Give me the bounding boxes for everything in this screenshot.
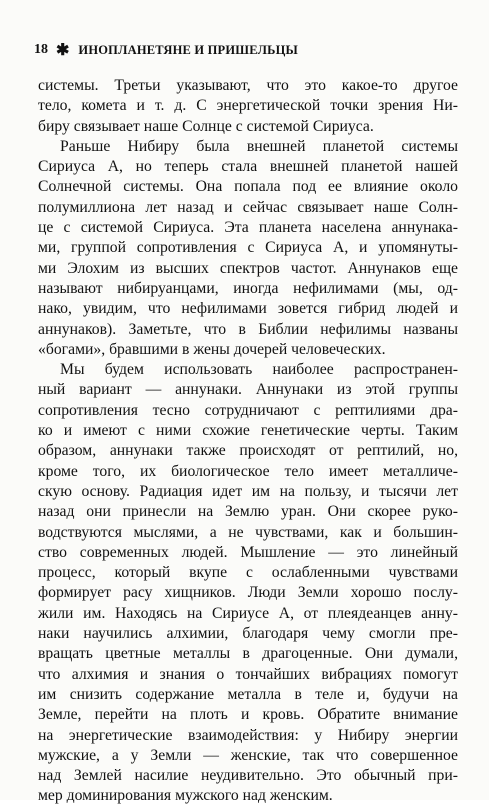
paragraph [38,76,458,137]
text-line: ко и имеют с ними схожие генетические черты. Таким [38,422,458,440]
text-line: назад они принесли на Землю уран. Они скорее руко- [38,503,458,521]
text-line: скую основу. Радиация идет им на пользу, и тысячи лет [38,482,458,500]
text-line: системы. Третьи указывают, что это какое-то другое [38,77,458,94]
text-line: на энергетические взаимодействия: у Нибиру энергии [38,726,458,744]
text-line: ный вариант — аннунаки. Аннунаки из этой группы [38,381,458,399]
running-title: ИНОПЛАНЕТЯНЕ И ПРИШЕЛЬЦЫ [78,42,298,57]
text-line: водствуются мыслями, а не чувствами, как и большин- [38,523,458,541]
text-line: Сириуса А, но теперь стала внешней планетой нашей [38,158,458,176]
text-line: ми Элохим из высших спектров частот. Аннунаков еще [38,259,458,277]
text-line: называют нибируанцами, иногда нефилимами (мы, од- [38,279,458,297]
text-line: ство современных людей. Мышление — это линейный [38,543,458,561]
text-line: мер доминирования мужского над женским. [38,787,333,805]
text-line: Солнечной системы. Она попала под ее влияние около [38,178,458,196]
text-line: жили им. Находясь на Сириусе А, от плеядеанцев анну- [38,604,458,622]
text-line: полумиллиона лет назад и сейчас связывает наше Солн- [38,198,458,216]
text-line: кроме того, их биологическое тело имеет металличе- [38,462,458,480]
text-line: Земле, перейти на плоть и кровь. Обратите внимание [38,706,458,724]
text-line: сопротивления тесно сотрудничают с рептилиями дра- [38,401,458,419]
text-line: им снизить содержание металла в теле и, будучи на [38,685,458,703]
text-line: биру связывает наше Солнце с системой Сириуса. [38,117,374,135]
star-separator-icon: ✱ [56,42,70,59]
paragraph [38,360,458,807]
page-header [34,40,298,60]
text-line: мужские, а у Земли — женские, так что совершенное [38,746,458,764]
text-line: це с системой Сириуса. Эта планета населена аннунака- [38,219,458,237]
text-line: что алхимия и знания о тончайших вибрациях помогут [38,665,458,683]
text-line: Мы будем использовать наиболее распространен- [60,361,458,379]
text-line: над Землей насилие неудивительно. Это обычный при- [38,767,458,785]
text-line: вращать цветные металлы в драгоценные. Они думали, [38,645,458,663]
text-line: наки научились алхимии, благодаря чему смогли пре- [38,625,458,643]
text-line: ми, группой сопротивления с Сириуса А, и упомянуты- [38,239,458,257]
text-line: Раньше Нибиру была внешней планетой системы [60,137,458,155]
text-line: процесс, который вкупе с ослабленными чувствами [38,564,458,582]
text-line: тело, комета и т. д. С энергетической точки зрения Ни- [38,97,458,115]
text-line: нако, увидим, что нефилимами зовется гибрид людей и [38,300,458,318]
text-line: аннунаков). Заметьте, что в Библии нефилимы названы [38,320,458,338]
text-line: образом, аннунаки также происходят от рептилий, но, [38,442,458,460]
body-text [38,76,458,807]
paragraph [38,137,458,360]
text-line: «богами», бравшими в жены дочерей человеческих. [38,340,386,358]
text-line: формирует расу хищников. Люди Земли хорошо послу- [38,584,458,602]
page-number: 18 [34,42,48,57]
